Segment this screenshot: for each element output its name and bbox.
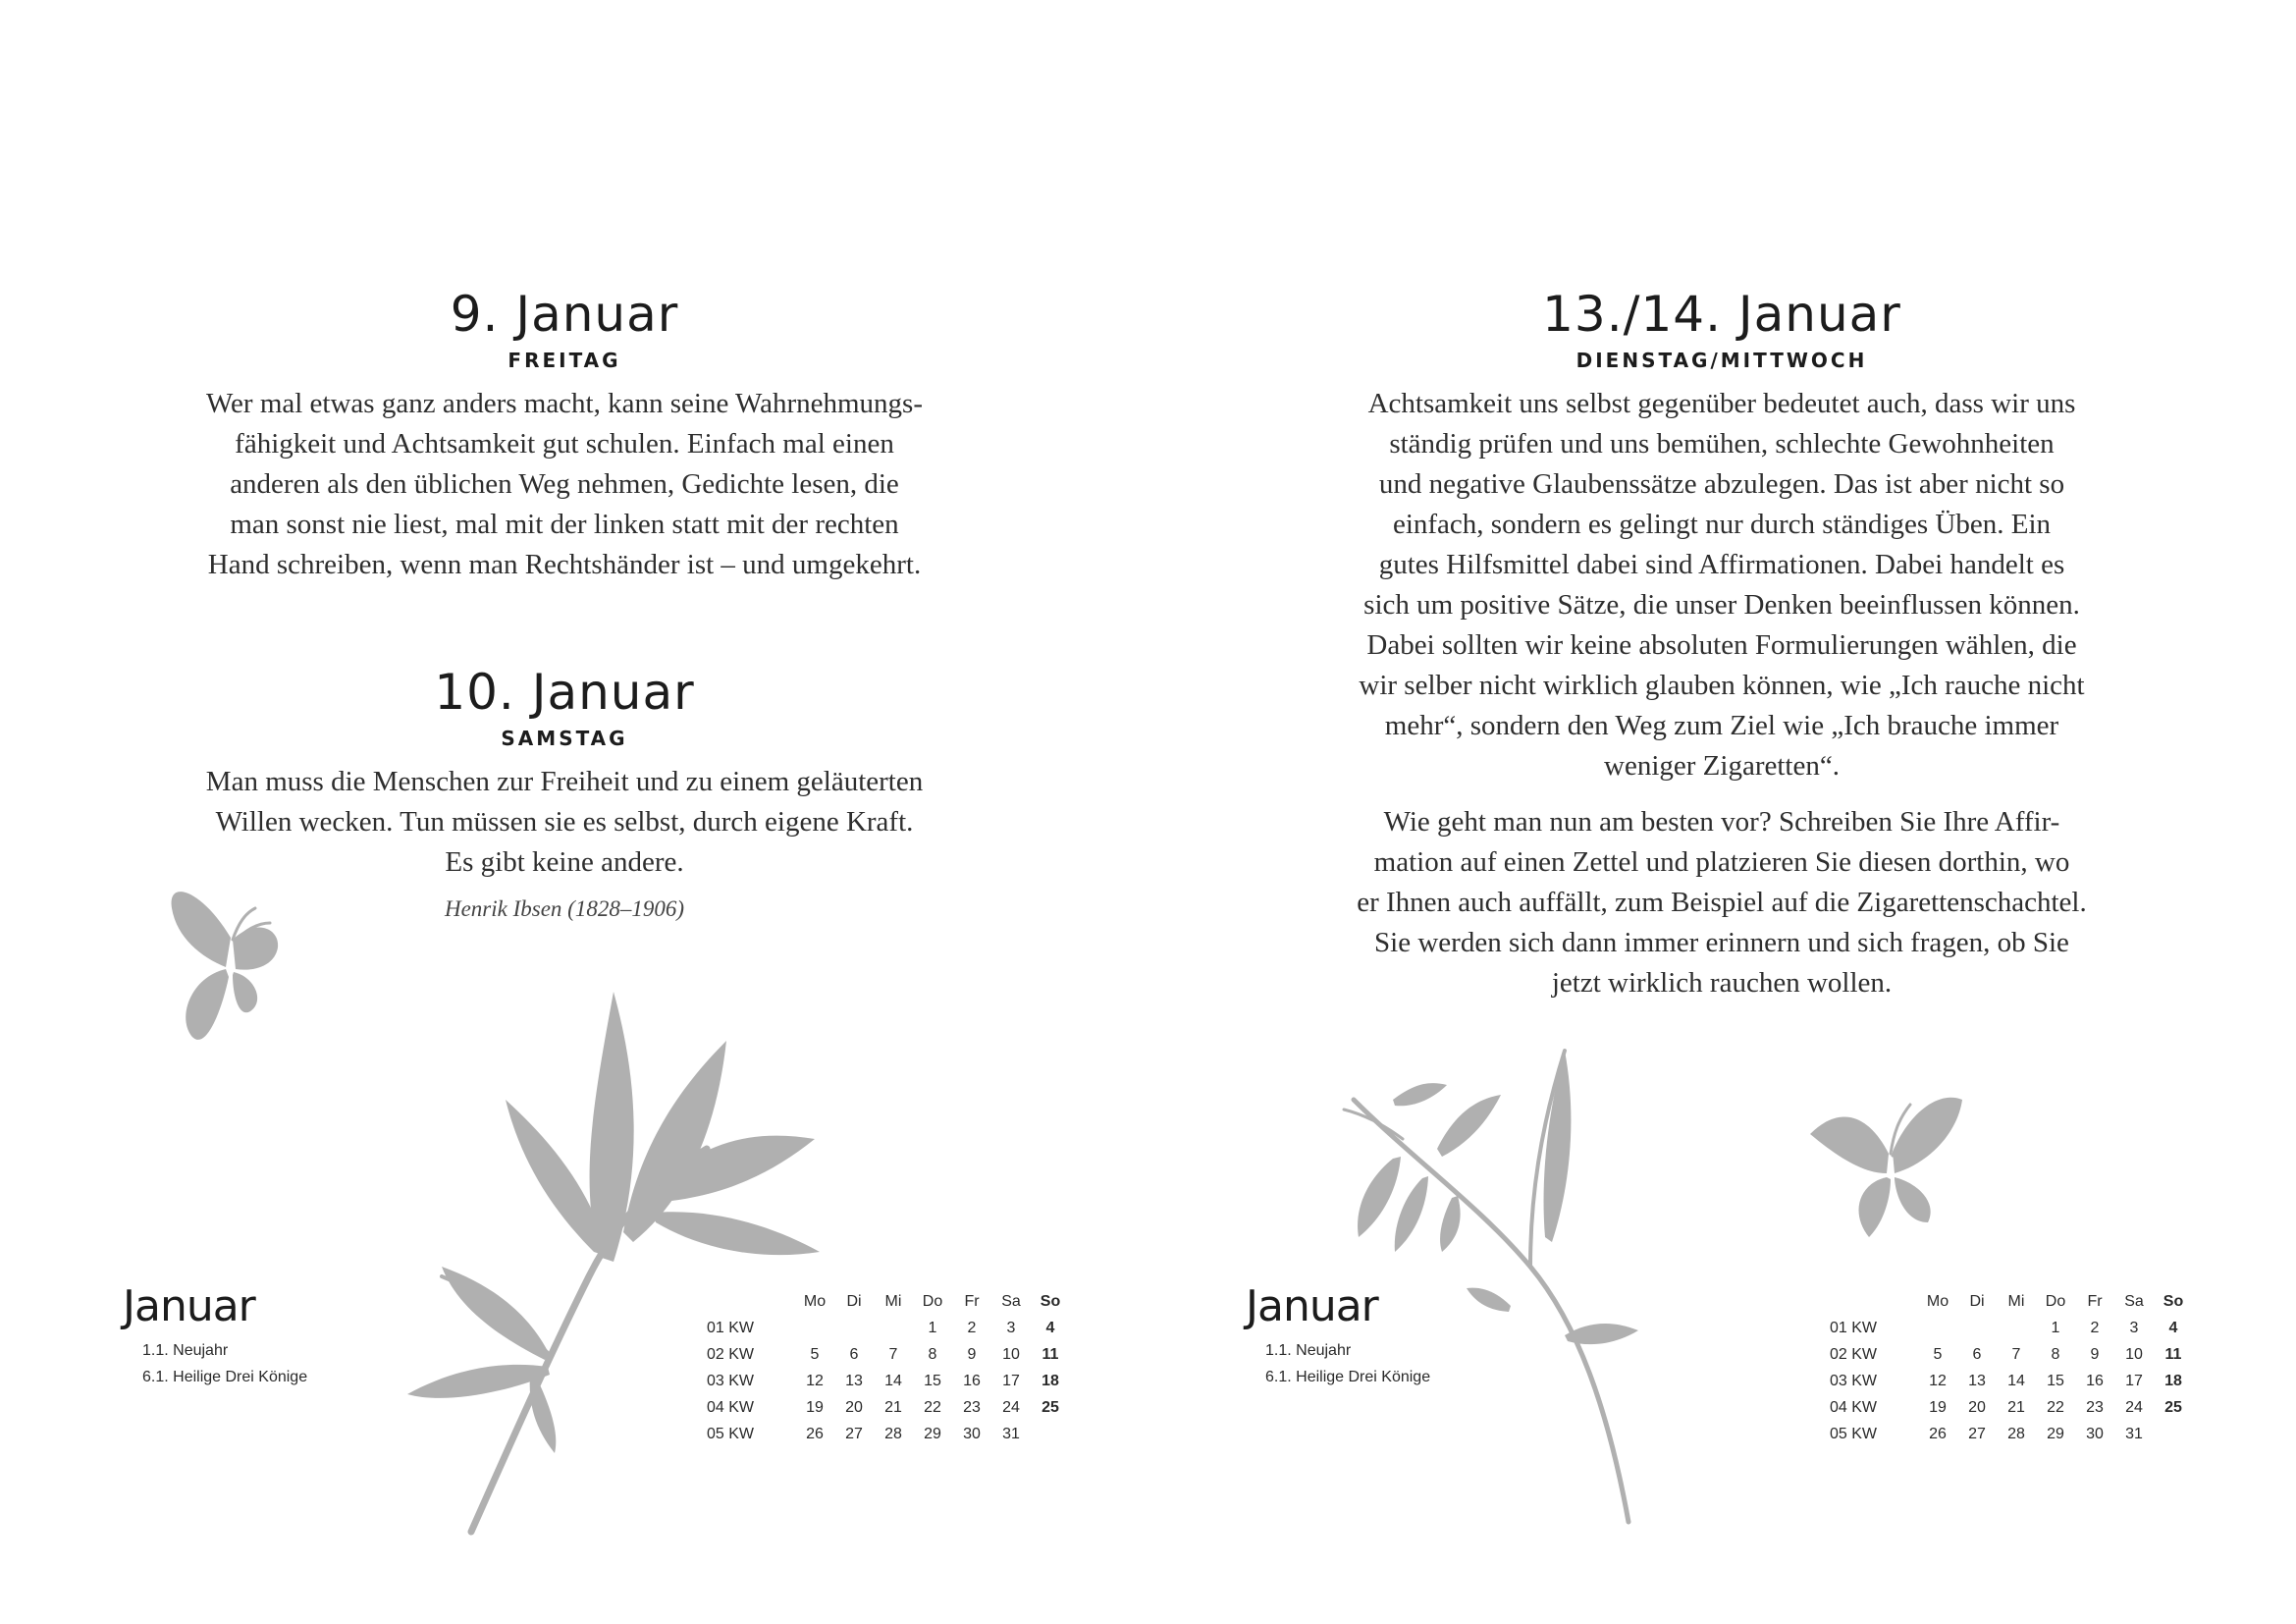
day-cell: 12 <box>806 1372 824 1389</box>
day-header: Mi <box>884 1292 902 1310</box>
day-cell: 1 <box>928 1319 937 1336</box>
day-cell: 23 <box>963 1398 981 1416</box>
text-line: gutes Hilfsmittel dabei sind Affirmationen. Dabei handelt es <box>1378 549 2065 580</box>
text-line: ständig prüfen und uns bemühen, schlechte Gewohnheiten <box>1389 428 2055 460</box>
kw-label: 03 KW <box>1830 1372 1878 1389</box>
day-cell: 22 <box>2047 1398 2064 1416</box>
day-cell: 4 <box>1045 1319 1055 1336</box>
kw-label: 02 KW <box>1830 1345 1878 1363</box>
day-cell: 15 <box>2047 1372 2064 1389</box>
day-cell: 5 <box>1933 1345 1943 1363</box>
day-cell: 14 <box>884 1372 902 1389</box>
calendar-week-row <box>707 1368 1070 1394</box>
entry-weekday: FREITAG <box>507 349 621 372</box>
day-cell: 26 <box>806 1425 824 1442</box>
day-cell: 19 <box>806 1398 824 1416</box>
day-cell <box>2154 1421 2193 1447</box>
day-cell: 29 <box>924 1425 941 1442</box>
butterfly-icon <box>1800 1075 1977 1252</box>
text-line: Es gibt keine andere. <box>445 846 684 878</box>
day-header: Mo <box>1926 1292 1949 1310</box>
day-cell: 2 <box>2090 1319 2100 1336</box>
day-cell: 6 <box>1972 1345 1982 1363</box>
day-cell: 20 <box>1968 1398 1986 1416</box>
day-cell: 17 <box>1002 1372 1020 1389</box>
holiday-item: 1.1. Neujahr <box>1265 1342 1352 1359</box>
text-line: er Ihnen auch auffällt, zum Beispiel auf die Zigarettenschachtel. <box>1357 887 2087 918</box>
day-cell: 16 <box>963 1372 981 1389</box>
day-cell: 9 <box>967 1345 977 1363</box>
day-cell: 4 <box>2168 1319 2178 1336</box>
day-cell: 10 <box>2125 1345 2143 1363</box>
day-header: So <box>2163 1292 2184 1310</box>
day-cell: 18 <box>1041 1372 1059 1389</box>
quote-author: Henrik Ibsen (1828–1906) <box>444 896 684 921</box>
day-cell: 29 <box>2047 1425 2064 1442</box>
text-line: Dabei sollten wir keine absoluten Formulierungen wählen, die <box>1366 629 2077 661</box>
entry-weekday: DIENSTAG/MITTWOCH <box>1575 349 1868 372</box>
day-cell: 7 <box>2011 1345 2021 1363</box>
holiday-item: 6.1. Heilige Drei Könige <box>1265 1369 1431 1385</box>
day-cell: 30 <box>963 1425 981 1442</box>
paragraph <box>118 762 1011 883</box>
day-cell: 11 <box>2164 1345 2182 1363</box>
day-header: Fr <box>964 1292 980 1310</box>
month-calendar-grid <box>1830 1288 2193 1447</box>
day-header: Do <box>922 1292 943 1310</box>
day-cell: 21 <box>2007 1398 2025 1416</box>
calendar-header-row <box>707 1288 1070 1315</box>
holiday-list <box>1265 1337 1430 1390</box>
flower-branch-icon <box>1334 1041 1687 1532</box>
month-calendar-grid <box>707 1288 1070 1447</box>
text-line: sich um positive Sätze, die unser Denken beeinflussen können. <box>1363 589 2080 621</box>
day-cell: 27 <box>1968 1425 1986 1442</box>
kw-header <box>1830 1288 1918 1315</box>
day-header: Fr <box>2087 1292 2103 1310</box>
day-header: Sa <box>1001 1292 1021 1310</box>
day-cell: 15 <box>924 1372 941 1389</box>
calendar-month: Januar <box>1246 1281 1378 1331</box>
day-cell: 27 <box>845 1425 863 1442</box>
calendar-header-row <box>1830 1288 2193 1315</box>
day-header: Do <box>2045 1292 2066 1310</box>
text-line: jetzt wirklich rauchen wollen. <box>1551 967 1893 999</box>
text-line: Wer mal etwas ganz anders macht, kann seine Wahrnehmungs- <box>205 388 923 419</box>
day-cell: 26 <box>1929 1425 1947 1442</box>
kw-header <box>707 1288 795 1315</box>
day-header: Sa <box>2124 1292 2144 1310</box>
holiday-item: 6.1. Heilige Drei Könige <box>142 1369 308 1385</box>
paragraph <box>118 384 1011 585</box>
day-cell <box>874 1315 913 1341</box>
text-line: anderen als den üblichen Weg nehmen, Gedichte lesen, die <box>230 468 899 500</box>
day-cell: 22 <box>924 1398 941 1416</box>
kw-label: 01 KW <box>707 1319 755 1336</box>
day-cell: 13 <box>845 1372 863 1389</box>
day-header: So <box>1040 1292 1061 1310</box>
day-cell: 31 <box>1002 1425 1020 1442</box>
day-cell: 9 <box>2090 1345 2100 1363</box>
paragraph <box>1265 384 2178 786</box>
day-cell <box>1957 1315 1997 1341</box>
text-line: Hand schreiben, wenn man Rechtshänder ist – und umgekehrt. <box>207 549 922 580</box>
day-cell <box>834 1315 874 1341</box>
entry-9-januar <box>118 286 1011 585</box>
day-cell: 16 <box>2086 1372 2104 1389</box>
day-cell: 23 <box>2086 1398 2104 1416</box>
entry-body <box>118 762 1011 883</box>
calendar-week-row <box>1830 1368 2193 1394</box>
calendar-week-row <box>1830 1315 2193 1341</box>
entry-weekday: SAMSTAG <box>501 727 628 750</box>
day-cell: 13 <box>1968 1372 1986 1389</box>
right-page <box>1148 0 2295 1624</box>
kw-label: 03 KW <box>707 1372 755 1389</box>
day-cell: 6 <box>849 1345 859 1363</box>
text-line: mation auf einen Zettel und platzieren Sie diesen dorthin, wo <box>1373 846 2070 878</box>
text-line: man sonst nie liest, mal mit der linken statt mit der rechten <box>230 509 899 540</box>
entry-title: 10. Januar <box>434 664 695 721</box>
day-cell: 3 <box>2129 1319 2139 1336</box>
day-cell: 5 <box>810 1345 820 1363</box>
kw-label: 05 KW <box>1830 1425 1878 1442</box>
calendar-week-row <box>1830 1341 2193 1368</box>
day-cell: 11 <box>1041 1345 1059 1363</box>
day-cell: 25 <box>2164 1398 2182 1416</box>
day-cell <box>1918 1315 1957 1341</box>
calendar-week-row <box>707 1394 1070 1421</box>
day-cell: 3 <box>1006 1319 1016 1336</box>
day-cell: 24 <box>2125 1398 2143 1416</box>
kw-label: 04 KW <box>707 1398 755 1416</box>
day-header: Di <box>846 1292 862 1310</box>
day-cell: 28 <box>2007 1425 2025 1442</box>
calendar-month: Januar <box>123 1281 255 1331</box>
day-cell: 19 <box>1929 1398 1947 1416</box>
entry-title: 13./14. Januar <box>1542 286 1901 343</box>
text-line: wir selber nicht wirklich glauben können, wie „Ich rauche nicht <box>1359 670 2085 701</box>
day-cell: 18 <box>2164 1372 2182 1389</box>
day-cell: 25 <box>1041 1398 1059 1416</box>
holiday-list <box>142 1337 307 1390</box>
text-line: weniger Zigaretten“. <box>1604 750 1840 782</box>
flower-branch-icon <box>402 982 834 1542</box>
text-line: Wie geht man nun am besten vor? Schreiben Sie Ihre Affir- <box>1383 806 2060 838</box>
calendar-week-row <box>707 1421 1070 1447</box>
entry-body <box>1265 384 2178 1003</box>
day-cell: 12 <box>1929 1372 1947 1389</box>
day-cell: 24 <box>1002 1398 1020 1416</box>
day-cell: 8 <box>2051 1345 2060 1363</box>
day-cell: 21 <box>884 1398 902 1416</box>
calendar-week-row <box>1830 1394 2193 1421</box>
text-line: Willen wecken. Tun müssen sie es selbst, durch eigene Kraft. <box>215 806 914 838</box>
entry-body <box>118 384 1011 585</box>
day-cell: 20 <box>845 1398 863 1416</box>
text-line: mehr“, sondern den Weg zum Ziel wie „Ich brauche immer <box>1384 710 2059 741</box>
day-cell: 28 <box>884 1425 902 1442</box>
holiday-item: 1.1. Neujahr <box>142 1342 229 1359</box>
entry-title: 9. Januar <box>450 286 679 343</box>
paragraph <box>1265 802 2178 1003</box>
text-line: einfach, sondern es gelingt nur durch ständiges Üben. Ein <box>1392 509 2052 540</box>
day-cell: 30 <box>2086 1425 2104 1442</box>
day-header: Mo <box>803 1292 827 1310</box>
calendar-week-row <box>1830 1421 2193 1447</box>
kw-label: 05 KW <box>707 1425 755 1442</box>
day-cell: 8 <box>928 1345 937 1363</box>
day-cell: 31 <box>2125 1425 2143 1442</box>
day-cell: 10 <box>1002 1345 1020 1363</box>
kw-label: 01 KW <box>1830 1319 1878 1336</box>
day-cell: 7 <box>888 1345 898 1363</box>
text-line: Achtsamkeit uns selbst gegenüber bedeutet auch, dass wir uns <box>1367 388 2076 419</box>
kw-label: 04 KW <box>1830 1398 1878 1416</box>
day-header: Mi <box>2007 1292 2025 1310</box>
day-cell <box>1997 1315 2036 1341</box>
text-line: Sie werden sich dann immer erinnern und sich fragen, ob Sie <box>1374 927 2069 958</box>
text-line: fähigkeit und Achtsamkeit gut schulen. Einfach mal einen <box>235 428 894 460</box>
kw-label: 02 KW <box>707 1345 755 1363</box>
day-cell: 14 <box>2007 1372 2025 1389</box>
calendar-week-row <box>707 1315 1070 1341</box>
entry-13-14-januar <box>1265 286 2178 1003</box>
text-line: Man muss die Menschen zur Freiheit und zu einem geläuterten <box>205 766 924 797</box>
day-cell: 1 <box>2051 1319 2060 1336</box>
text-line: und negative Glaubenssätze abzulegen. Das ist aber nicht so <box>1378 468 2065 500</box>
day-cell <box>1031 1421 1070 1447</box>
day-cell <box>795 1315 834 1341</box>
calendar-week-row <box>707 1341 1070 1368</box>
entry-10-januar <box>118 664 1011 922</box>
day-cell: 17 <box>2125 1372 2143 1389</box>
day-cell: 2 <box>967 1319 977 1336</box>
day-header: Di <box>1969 1292 1985 1310</box>
